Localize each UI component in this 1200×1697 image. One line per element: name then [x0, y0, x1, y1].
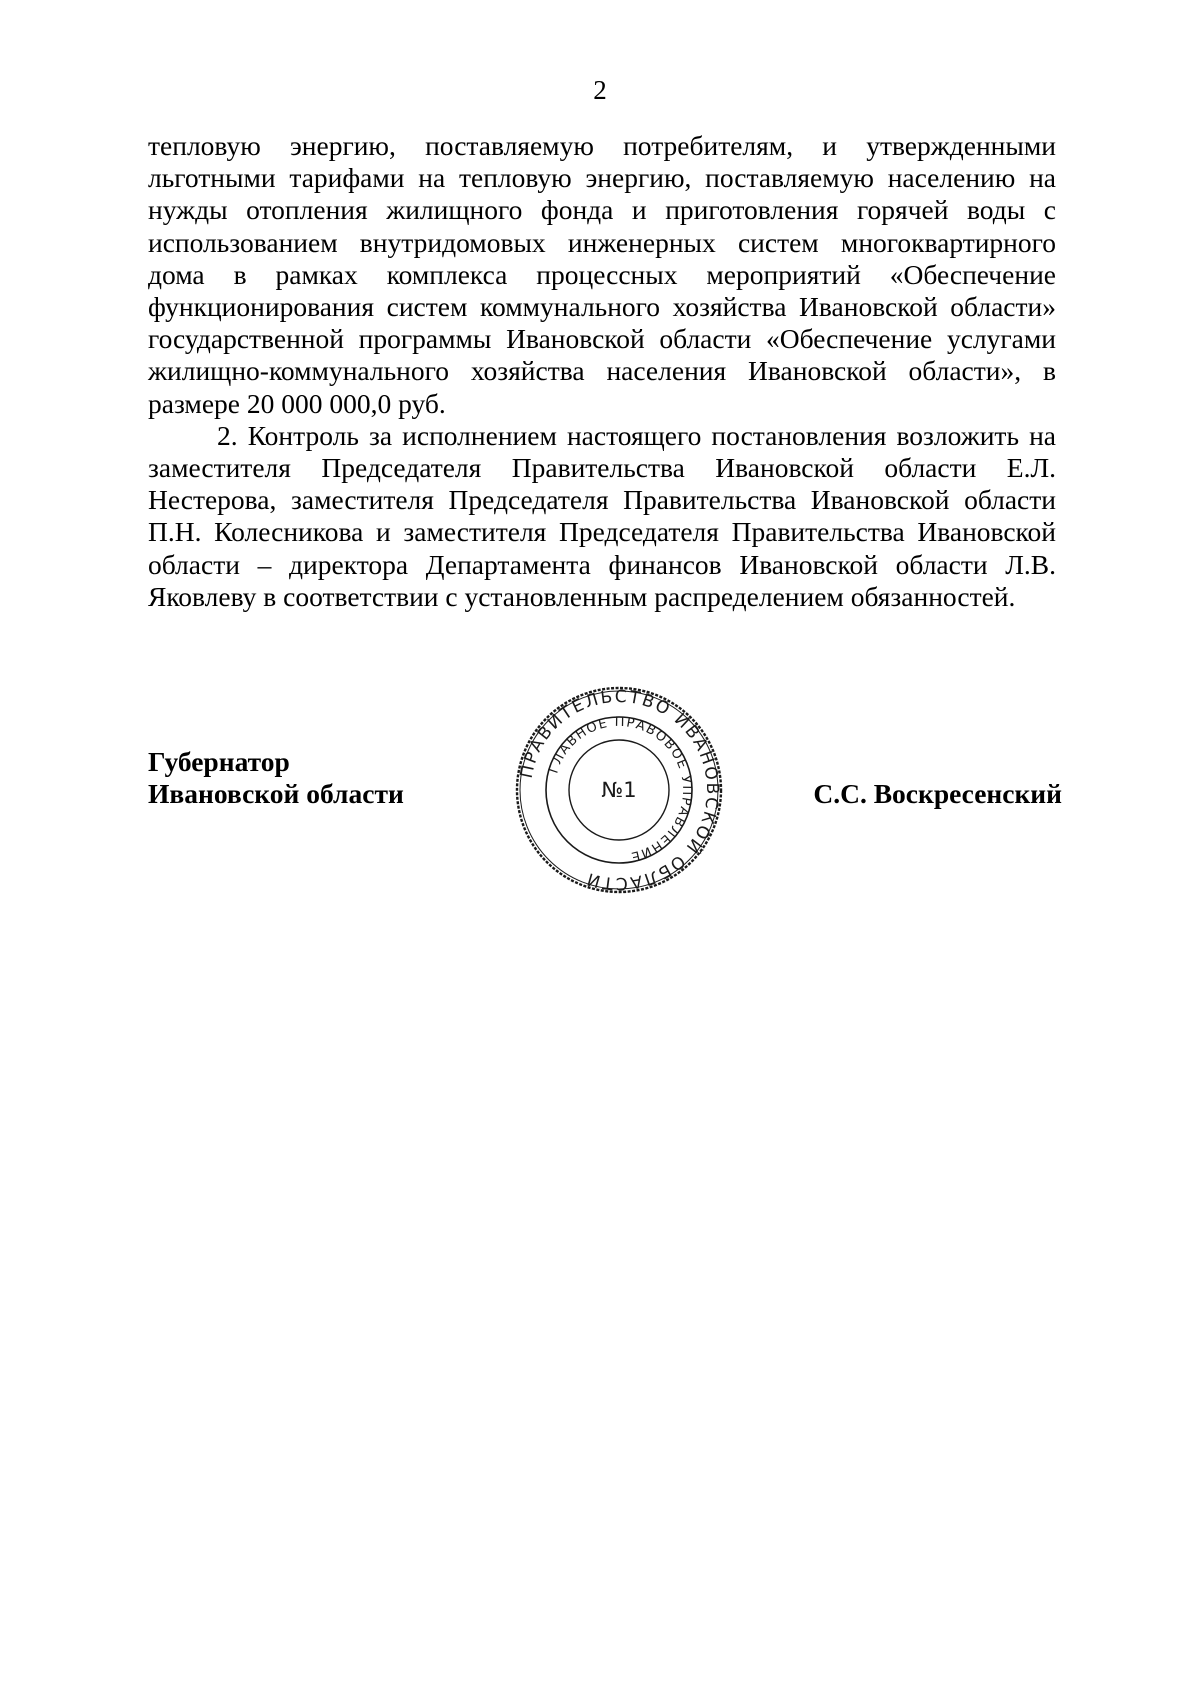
- official-seal-stamp: [513, 684, 725, 896]
- document-body: [148, 130, 1056, 613]
- paragraph-continuation: тепловую энергию, поставляемую потребителям, и утвержденными льготными тарифами на тепловую энергию, поставляемую населению на нужды отопления жилищного фонда и приготовления горячей воды с использованием внутридомовых инженерных систем многоквартирного дома в рамках комплекса процессных мероприятий «Обеспечение функционирования систем коммунального хозяйства Ивановской области» государственной программы Ивановской области «Обеспечение услугами жилищно-коммунального хозяйства населения Ивановской области», в размере 20 000 000,0 руб.: [148, 130, 1056, 419]
- signer-name: С.С. Воскресенский: [813, 778, 1062, 809]
- page-number: 2: [593, 75, 607, 105]
- signer-position: [148, 746, 404, 810]
- paragraph-control-clause: 2. Контроль за исполнением настоящего постановления возложить на заместителя Председателя Правительства Ивановской области Е.Л. Нестерова, заместителя Председателя Правительства Ивановской области П.Н. Колесникова и заместителя Председателя Правительства Ивановской области – директора Департамента финансов Ивановской области Л.В. Яковлеву в соответствии с установленным распределением обязанностей.: [148, 419, 1056, 612]
- seal-inner-text: ГЛАВНОЕ ПРАВОВОЕ УПРАВЛЕНИЕ: [546, 714, 695, 865]
- signer-position-line2: Ивановской области: [148, 778, 404, 809]
- seal-number: №1: [601, 778, 637, 802]
- signer-position-line1: Губернатор: [148, 746, 290, 777]
- seal-graphic: [513, 684, 725, 896]
- seal-outer-text: ПРАВИТЕЛЬСТВО ИВАНОВСКОЙ ОБЛАСТИ: [516, 686, 723, 894]
